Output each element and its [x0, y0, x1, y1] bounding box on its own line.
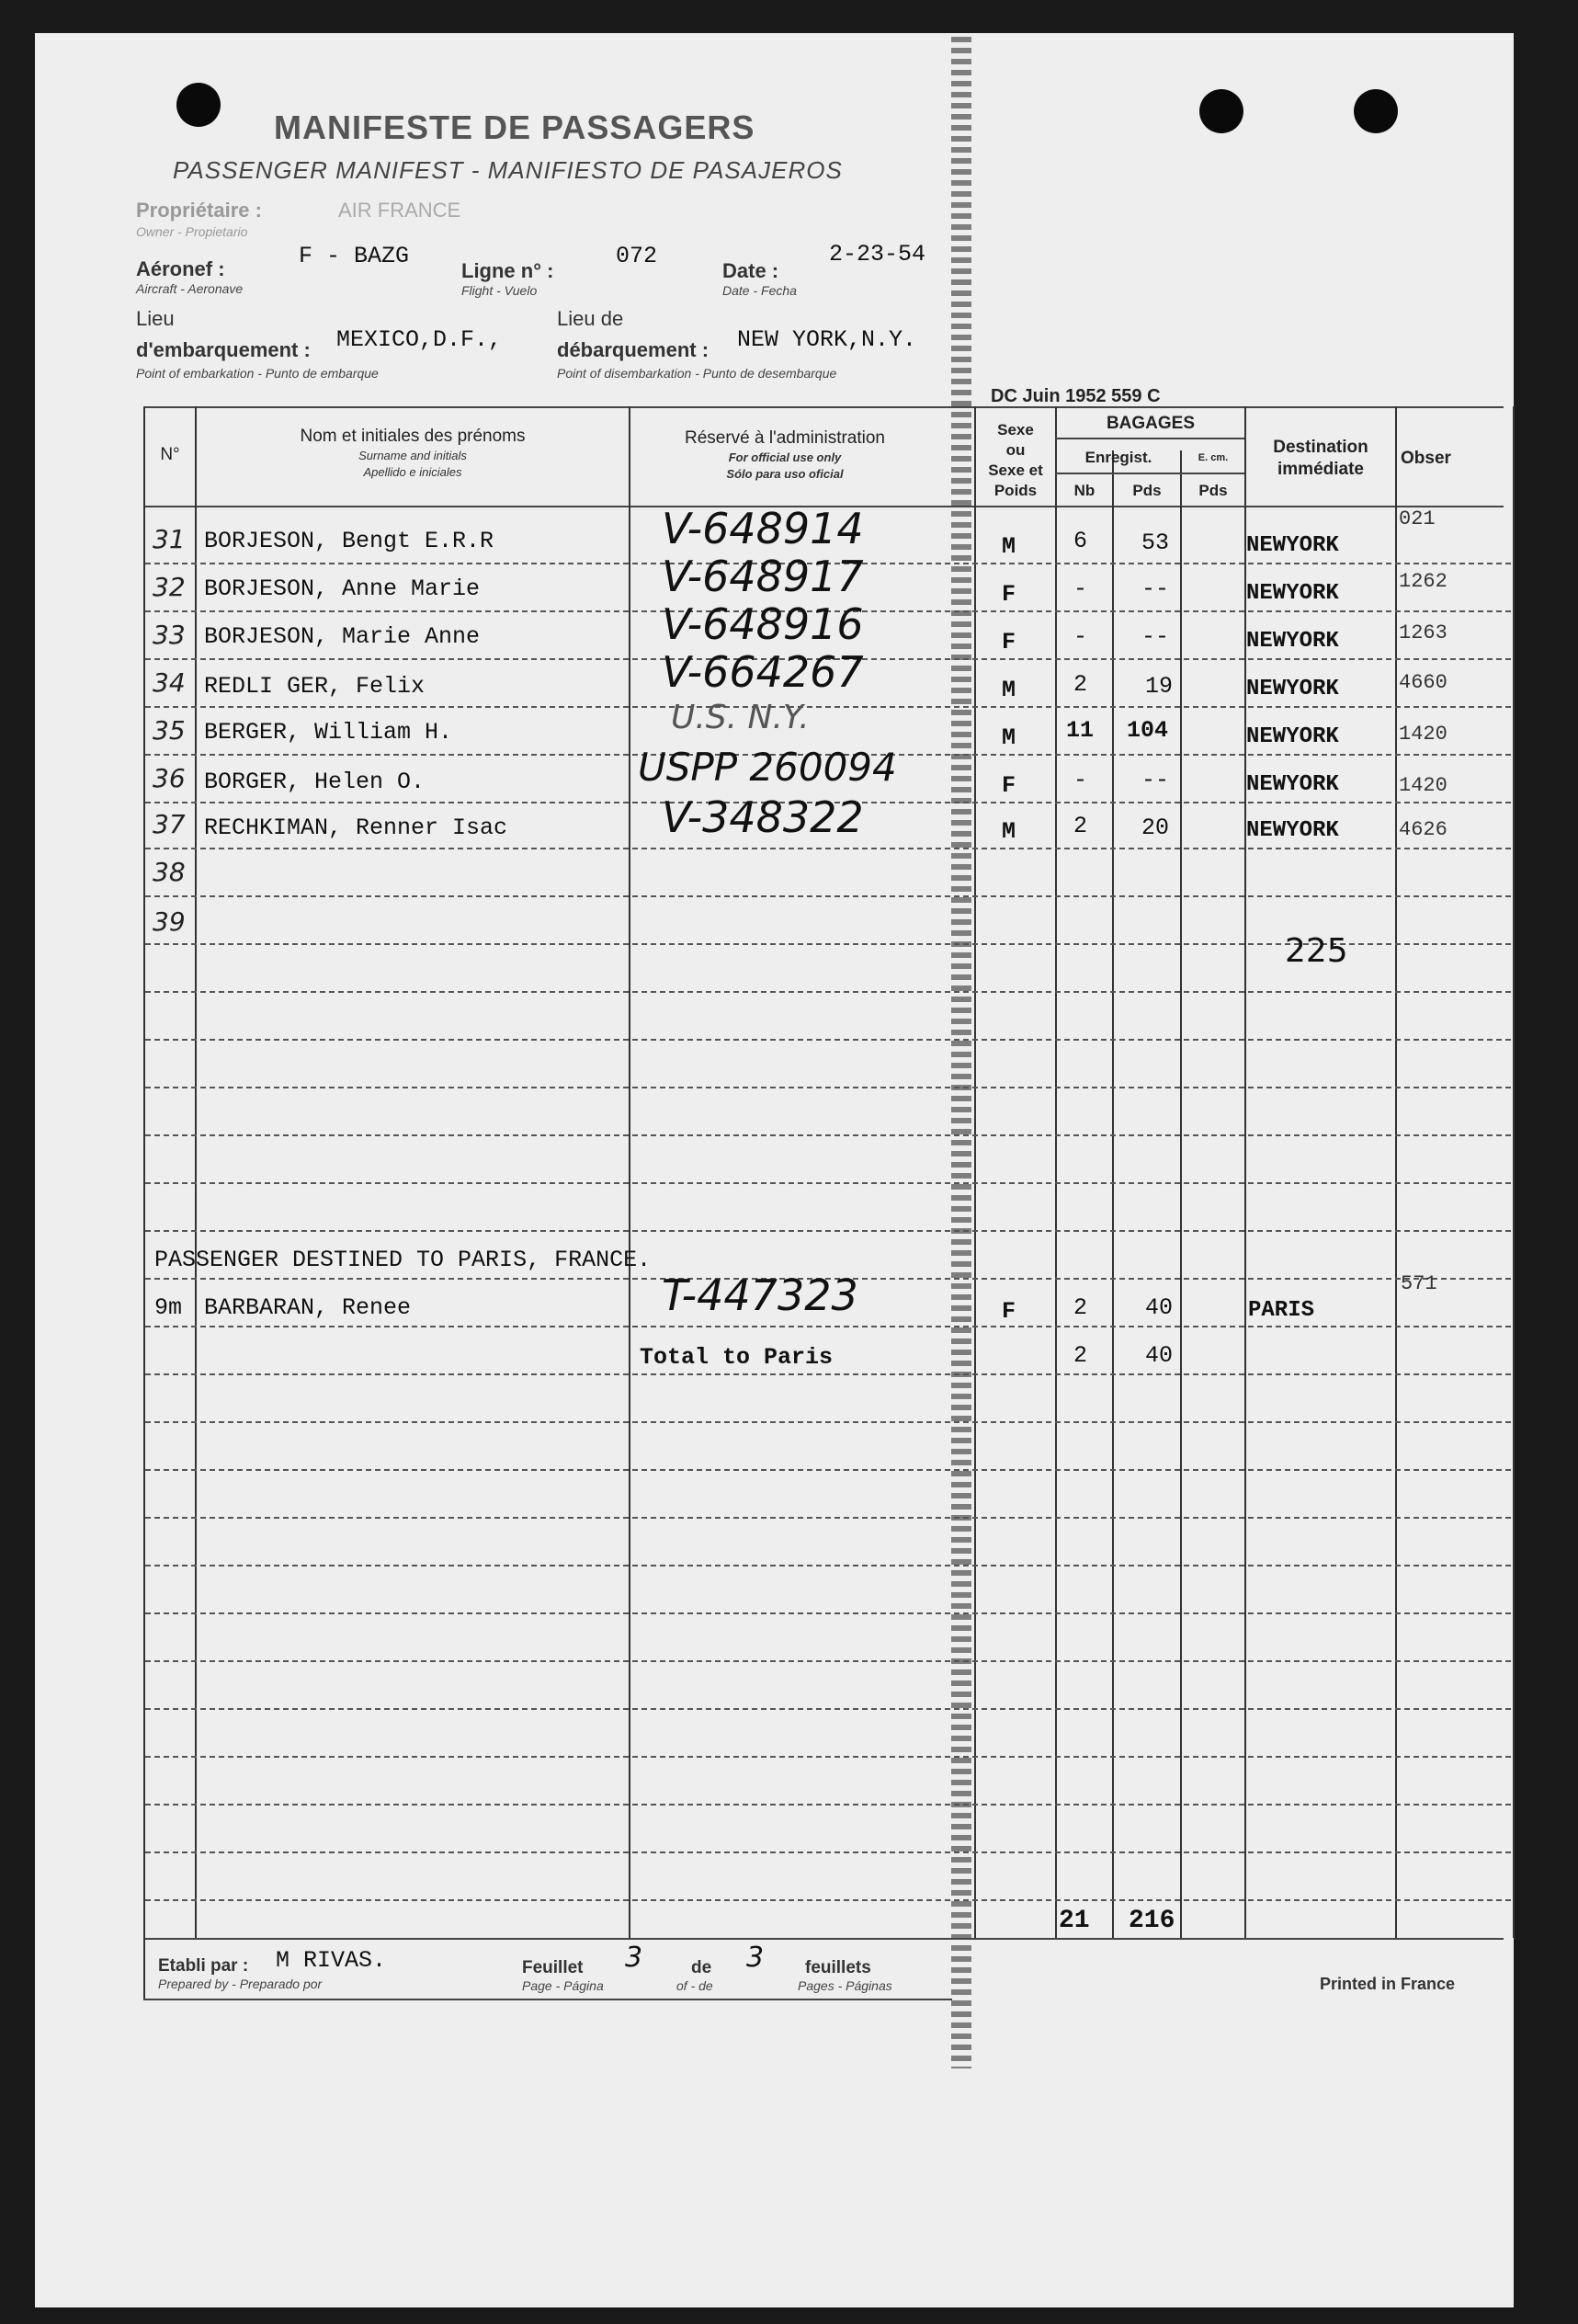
col-header-pds: Pds [1132, 482, 1162, 499]
flight-label: Ligne n° : [461, 259, 554, 282]
row-dest: NEWYORK [1246, 677, 1339, 701]
row-obs: 1420 [1399, 723, 1447, 746]
table-bottom-rule [143, 1938, 1504, 1940]
row-pds: -- [1141, 623, 1170, 650]
row-pds: -- [1141, 767, 1170, 793]
col-line-0 [143, 406, 145, 1999]
fold-crease [951, 37, 971, 2068]
col-header-name-sub1: Surname and initials [358, 449, 467, 462]
row-pds: 104 [1127, 717, 1169, 744]
col-header-sex-4: Poids [993, 482, 1038, 499]
total-pds: 216 [1129, 1907, 1175, 1935]
col-header-ecm: E. cm. [1198, 452, 1229, 463]
row-admin: V-648914 [662, 504, 864, 553]
footer-bottom-rule [143, 1999, 952, 2000]
sheet-value: 3 [625, 1942, 643, 1974]
col-line-9 [1513, 406, 1515, 1938]
sheets-label: feuillets [805, 1958, 871, 1977]
paris-row-pds: 40 [1145, 1294, 1174, 1321]
sheet-label: Feuillet [522, 1958, 584, 1977]
row-dest: NEWYORK [1246, 724, 1339, 749]
paris-row-name: BARBARAN, Renee [204, 1294, 412, 1321]
col-header-name: Nom et initiales des prénoms [300, 427, 526, 446]
paris-row-no: 9m [154, 1294, 183, 1321]
prepared-label: Etabli par : [158, 1956, 249, 1976]
owner-sub: Owner - Propietario [136, 224, 248, 239]
row-obs: 021 [1399, 507, 1436, 530]
row-nb: - [1073, 623, 1088, 650]
col-header-sex-3: Sexe et [988, 461, 1043, 479]
row-name: BORJESON, Bengt E.R.R [204, 528, 494, 554]
row-pds: 20 [1141, 815, 1170, 841]
col-line-5 [1112, 450, 1114, 1938]
paris-row-admin: T-447323 [662, 1270, 858, 1320]
col-header-no: N° [160, 445, 180, 464]
row-no: 35 [153, 715, 186, 746]
punch-hole-right-2 [1354, 89, 1398, 133]
paris-total-nb: 2 [1073, 1342, 1088, 1369]
row-sex: M [1002, 724, 1016, 751]
row-dest: NEWYORK [1246, 772, 1339, 797]
flight-value: 072 [616, 243, 658, 269]
row-nb: 6 [1073, 528, 1088, 554]
row-admin: V-348322 [662, 792, 864, 842]
col-header-enregist: Enregist. [1084, 449, 1152, 466]
col-header-bagages: BAGAGES [1106, 414, 1196, 433]
embark-value: MEXICO,D.F., [336, 326, 503, 353]
prepared-value: M RIVAS. [276, 1947, 387, 1974]
owner-value: AIR FRANCE [338, 199, 461, 222]
row-no: 32 [153, 572, 186, 602]
handwritten-count: 225 [1285, 932, 1348, 970]
row-obs: 4660 [1399, 671, 1447, 694]
paris-heading: PASSENGER DESTINED TO PARIS, FRANCE. [154, 1247, 652, 1273]
embark-sub: Point of embarkation - Punto de embarque [136, 366, 379, 381]
paris-total-label: Total to Paris [640, 1344, 834, 1371]
of-sub: of - de [676, 1978, 713, 1993]
punch-hole-right-1 [1199, 89, 1243, 133]
paris-row-sex: F [1002, 1298, 1016, 1325]
embark-label-2: d'embarquement : [136, 338, 311, 361]
row-name: RECHKIMAN, Renner Isac [204, 815, 508, 841]
row-name: REDLI GER, Felix [204, 673, 426, 700]
date-value: 2-23-54 [829, 241, 926, 268]
col-header-name-sub2: Apellido e iniciales [363, 465, 462, 479]
row-admin: U.S. N.Y. [671, 699, 810, 736]
of-label: de [691, 1958, 712, 1977]
prepared-sub: Prepared by - Preparado por [158, 1977, 323, 1991]
col-header-admin: Réservé à l'administration [685, 428, 885, 448]
embark-label-1: Lieu [136, 307, 175, 330]
bagages-rule [1055, 438, 1244, 439]
row-nb: - [1073, 575, 1088, 602]
aircraft-label: Aéronef : [136, 257, 225, 280]
table-top-rule [143, 406, 1504, 408]
col-header-obs: Obser [1401, 449, 1451, 468]
page-title: MANIFESTE DE PASSAGERS [274, 108, 755, 146]
row-sex: F [1002, 581, 1016, 608]
paris-total-pds: 40 [1145, 1342, 1174, 1369]
punch-hole-left [176, 83, 221, 127]
flight-sub: Flight - Vuelo [461, 283, 538, 298]
col-header-sex-2: ou [1005, 441, 1026, 459]
row-nb: 11 [1066, 717, 1095, 744]
page-sub: Page - Página [522, 1978, 604, 1993]
row-no: 39 [153, 906, 186, 937]
row-no: 36 [153, 763, 186, 793]
row-no: 31 [153, 524, 186, 554]
date-label: Date : [722, 259, 779, 282]
row-obs: 4626 [1399, 818, 1447, 841]
row-admin: V-648917 [662, 552, 864, 601]
pages-sub: Pages - Páginas [798, 1978, 892, 1993]
row-obs: 1263 [1399, 621, 1447, 644]
page-subtitle: PASSENGER MANIFEST - MANIFIESTO DE PASAJEROS [173, 156, 843, 184]
owner-label: Propriétaire : [136, 199, 262, 222]
row-obs: 1262 [1399, 570, 1447, 593]
row-admin: USPP 260094 [638, 745, 897, 790]
disembark-sub: Point of disembarkation - Punto de desembarque [557, 366, 837, 381]
paris-row-dest: PARIS [1248, 1298, 1315, 1323]
col-header-sex-1: Sexe [997, 421, 1034, 439]
row-pds: 53 [1141, 530, 1170, 556]
row-pds: -- [1141, 575, 1170, 602]
row-no: 34 [153, 667, 186, 698]
row-obs: 1420 [1399, 774, 1447, 797]
printed-in: Printed in France [1320, 1975, 1456, 1993]
row-name: BERGER, William H. [204, 719, 453, 746]
row-dest: NEWYORK [1246, 818, 1339, 843]
row-dest: NEWYORK [1246, 629, 1339, 654]
row-pds: 19 [1145, 673, 1174, 700]
row-admin: V-648916 [662, 599, 864, 649]
row-sex: F [1002, 772, 1016, 799]
enregist-rule [1055, 473, 1244, 474]
paris-row-obs: 571 [1401, 1272, 1437, 1295]
total-nb: 21 [1059, 1907, 1090, 1935]
col-header-dest-1: Destination [1273, 438, 1368, 457]
row-no: 33 [153, 620, 186, 650]
row-nb: - [1073, 767, 1088, 793]
row-name: BORJESON, Anne Marie [204, 575, 481, 602]
aircraft-sub: Aircraft - Aeronave [136, 281, 244, 296]
disembark-label-1: Lieu de [557, 307, 624, 330]
col-line-6 [1180, 450, 1182, 1938]
row-no: 38 [153, 857, 186, 887]
row-sex: M [1002, 818, 1016, 845]
of-value: 3 [746, 1942, 765, 1974]
row-dest: NEWYORK [1246, 533, 1339, 558]
row-name: BORGER, Helen O. [204, 769, 426, 795]
aircraft-value: F - BAZG [299, 243, 410, 269]
row-sex: F [1002, 629, 1016, 655]
paris-row-nb: 2 [1073, 1294, 1088, 1321]
row-nb: 2 [1073, 813, 1088, 839]
col-header-pds2: Pds [1198, 482, 1228, 499]
row-sex: M [1002, 677, 1016, 703]
col-header-admin-sub1: For official use only [728, 450, 842, 464]
row-dest: NEWYORK [1246, 581, 1339, 606]
col-header-admin-sub2: Sólo para uso oficial [726, 467, 844, 481]
col-header-nb: Nb [1073, 482, 1096, 499]
row-no: 37 [153, 809, 186, 839]
date-sub: Date - Fecha [722, 283, 797, 298]
row-admin: V-664267 [662, 647, 864, 697]
disembark-label-2: débarquement : [557, 338, 710, 361]
col-header-dest-2: immédiate [1277, 460, 1364, 479]
disembark-value: NEW YORK,N.Y. [737, 326, 917, 353]
row-name: BORJESON, Marie Anne [204, 623, 481, 650]
row-nb: 2 [1073, 671, 1088, 698]
row-sex: M [1002, 533, 1016, 560]
form-code: DC Juin 1952 559 C [991, 386, 1161, 406]
